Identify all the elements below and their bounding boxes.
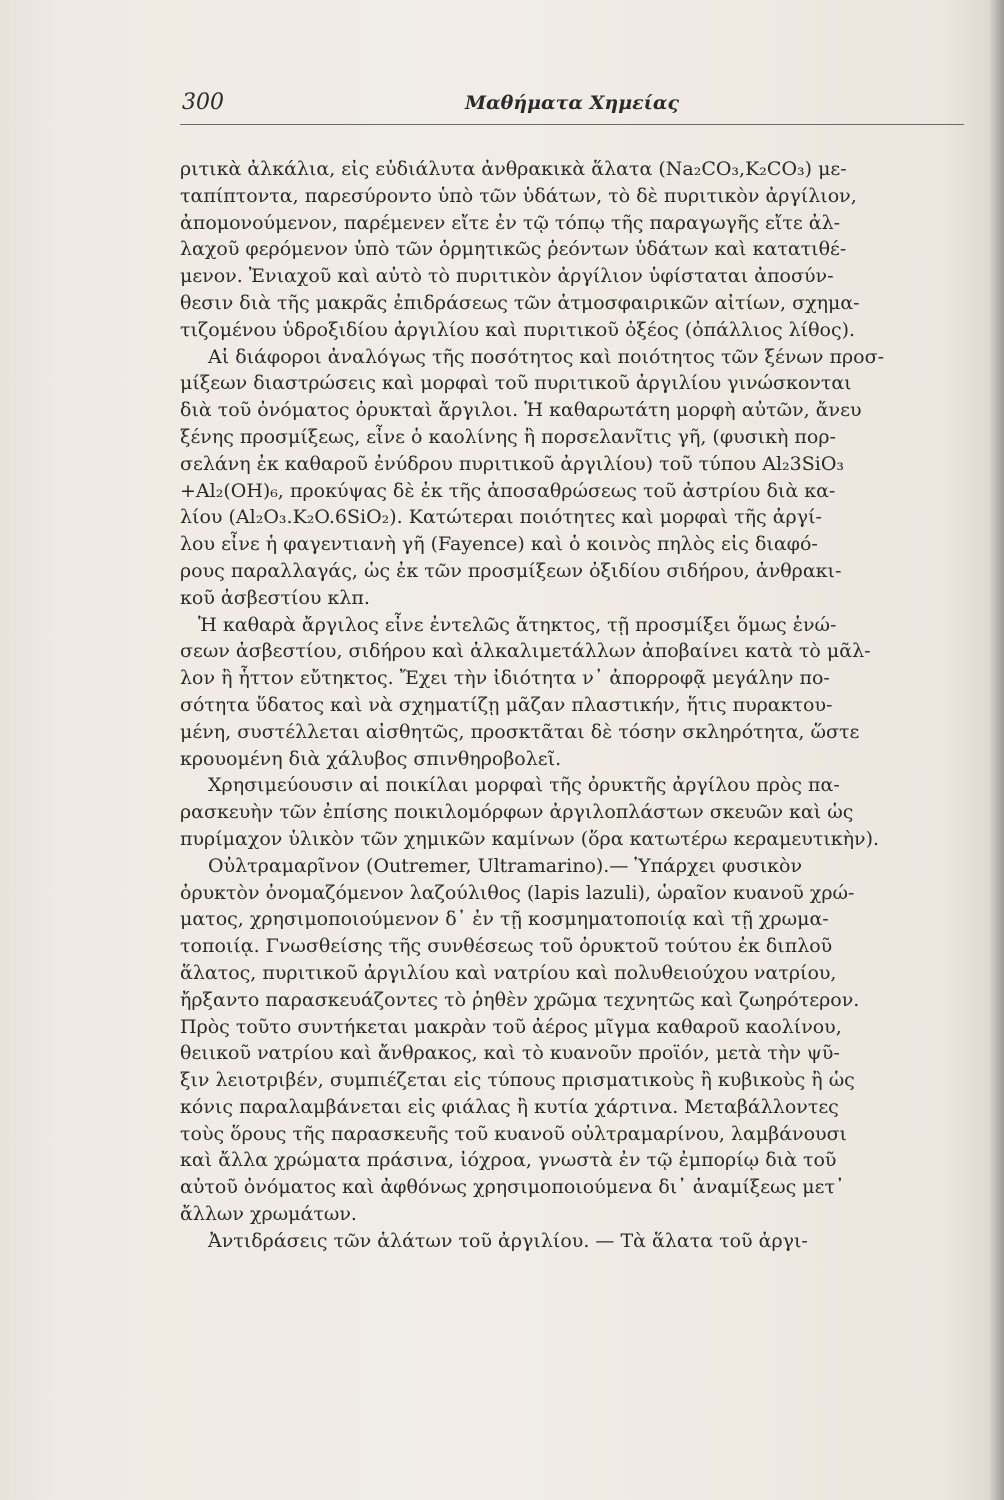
text-line: λου εἶνε ἡ φαγεντιανὴ γῆ (Fayence) καὶ ὁ κοινὸς πηλὸς εἰς διαφό-	[180, 533, 818, 556]
section-heading-line: Ἀντιδράσεις τῶν ἁλάτων τοῦ ἀργιλίου. — Τὰ ἅλατα τοῦ ἀργι-	[208, 1229, 808, 1252]
text-line: μίξεων διαστρώσεις καὶ μορφαὶ τοῦ πυριτικοῦ ἀργιλίου γινώσκονται	[180, 372, 852, 395]
text-line: θεσιν διὰ τῆς μακρᾶς ἐπιδράσεως τῶν ἀτμοσφαιρικῶν αἰτίων, σχημα-	[180, 291, 860, 314]
paragraph-start-line: Χρησιμεύουσιν αἱ ποικίλαι μορφαὶ τῆς ὀρυκτῆς ἀργίλου πρὸς πα-	[208, 774, 840, 797]
paragraph-start-line: Αἱ διάφοροι ἀναλόγως τῆς ποσότητος καὶ ποιότητος τῶν ξένων προσ-	[208, 345, 884, 368]
text-line: σεων ἀσβεστίου, σιδήρου καὶ ἀλκαλιμετάλλων ἀποβαίνει κατὰ τὸ μᾶλ-	[180, 640, 871, 663]
text-line: λαχοῦ φερόμενον ὑπὸ τῶν ὁρμητικῶς ῥεόντων ὑδάτων καὶ κατατιθέ-	[180, 238, 847, 261]
text-line: ριτικὰ ἀλκάλια, εἰς εὐδιάλυτα ἀνθρακικὰ ἅλατα (Na₂CO₃,K₂CO₃) με-	[180, 158, 847, 180]
text-line: ταπίπτοντα, παρεσύροντο ὑπὸ τῶν ὑδάτων, τὸ δὲ πυριτικὸν ἀργίλιον,	[180, 184, 857, 207]
text-line: κοῦ ἀσβεστίου κλπ.	[180, 586, 370, 609]
paragraph-start-line: Ἡ καθαρὰ ἄργιλος εἶνε ἐντελῶς ἄτηκτος, τῇ προσμίξει ὅμως ἑνώ-	[198, 613, 837, 636]
text-line: κρουομένη διὰ χάλυβος σπινθηροβολεῖ.	[180, 747, 562, 770]
text-line: ἅλατος, πυριτικοῦ ἀργιλίου καὶ νατρίου καὶ πολυθειούχου νατρίου,	[180, 961, 837, 984]
text-line: ὀρυκτὸν ὀνομαζόμενον λαζούλιθος (lapis lazuli), ὡραῖον κυανοῦ χρώ-	[180, 881, 855, 904]
text-line: ρους παραλλαγάς, ὡς ἐκ τῶν προσμίξεων ὀξιδίου σιδήρου, ἀνθρακι-	[180, 559, 842, 582]
text-line: ἤρξαντο παρασκευάζοντες τὸ ῥηθὲν χρῶμα τεχνητῶς καὶ ζωηρότερον.	[180, 988, 860, 1011]
text-line: πυρίμαχον ὑλικὸν τῶν χημικῶν καμίνων (ὅρα κατωτέρω κεραμευτικὴν).	[180, 827, 880, 850]
text-line: ἄλλων χρωμάτων.	[180, 1203, 357, 1226]
text-line: Πρὸς τοῦτο συντήκεται μακρὰν τοῦ ἀέρος μῖγμα καθαροῦ καολίνου,	[180, 1015, 842, 1038]
section-heading-line: Οὐλτραμαρῖνον (Outremer, Ultramarino).— Ὑπάρχει φυσικὸν	[208, 854, 803, 877]
text-line: ἀπομονούμενον, παρέμενεν εἴτε ἐν τῷ τόπῳ τῆς παραγωγῆς εἴτε ἀλ-	[180, 211, 841, 234]
text-line: ματος, χρησιμοποιούμενον δ᾽ ἐν τῇ κοσμηματοποιίᾳ καὶ τῇ χρωμα-	[180, 908, 829, 931]
text-line: αὐτοῦ ὀνόματος καὶ ἀφθόνως χρησιμοποιούμενα δι᾽ ἀναμίξεως μετ᾽	[180, 1176, 845, 1199]
text-line: λον ἢ ἧττον εὔτηκτος. Ἔχει τὴν ἰδιότητα ν᾽ ἀπορροφᾷ μεγάλην πο-	[180, 667, 830, 690]
text-line: σελάνη ἐκ καθαροῦ ἐνύδρου πυριτικοῦ ἀργιλίου) τοῦ τύπου Al₂3SiO₃	[180, 452, 845, 475]
text-line: ξιν λειοτριβέν, συμπιέζεται εἰς τύπους πρισματικοὺς ἢ κυβικοὺς ἢ ὡς	[180, 1069, 855, 1092]
page-header	[180, 88, 964, 125]
running-title: Μαθήματα Χημείας	[464, 92, 680, 114]
text-line: ρασκευὴν τῶν ἐπίσης ποικιλομόρφων ἀργιλοπλάστων σκευῶν καὶ ὡς	[180, 801, 854, 824]
text-line: +Al₂(OH)₆, προκύψας δὲ ἐκ τῆς ἀποσαθρώσεως τοῦ ἀστρίου διὰ κα-	[180, 479, 836, 502]
page-edge-shadow	[990, 0, 1004, 1500]
text-line: τιζομένου ὑδροξιδίου ἀργιλίου καὶ πυριτικοῦ ὀξέος (ὀπάλλιος λίθος).	[180, 318, 856, 341]
text-line: τοὺς ὅρους τῆς παρασκευῆς τοῦ κυανοῦ οὐλτραμαρίνου, λαμβάνουσι	[180, 1122, 847, 1145]
text-line: τοποιίᾳ. Γνωσθείσης τῆς συνθέσεως τοῦ ὀρυκτοῦ τούτου ἐκ διπλοῦ	[180, 935, 833, 958]
text-line: λίου (Al₂O₃.K₂O.6SiO₂). Κατώτεραι ποιότητες καὶ μορφαὶ τῆς ἀργί-	[180, 506, 822, 529]
text-line: κόνις παραλαμβάνεται εἰς φιάλας ἢ κυτία χάρτινα. Μεταβάλλοντες	[180, 1095, 839, 1118]
text-line: θειικοῦ νατρίου καὶ ἄνθρακος, καὶ τὸ κυανοῦν προϊόν, μετὰ τὴν ψῦ-	[180, 1042, 840, 1065]
text-line: καὶ ἄλλα χρώματα πράσινα, ἰόχροα, γνωστὰ ἐν τῷ ἐμπορίῳ διὰ τοῦ	[180, 1149, 837, 1172]
text-line: ξένης προσμίξεως, εἶνε ὁ καολίνης ἢ πορσελανῖτις γῆ, (φυσικὴ πορ-	[180, 425, 836, 448]
text-line: σότητα ὕδατος καὶ νὰ σχηματίζῃ μᾶζαν πλαστικήν, ἥτις πυρακτου-	[180, 693, 833, 716]
page-number: 300	[182, 90, 224, 115]
text-line: μενον. Ἐνιαχοῦ καὶ αὐτὸ τὸ πυριτικὸν ἀργίλιον ὑφίσταται ἀποσύν-	[180, 265, 834, 288]
text-line: διὰ τοῦ ὀνόματος ὀρυκταὶ ἄργιλοι. Ἡ καθαρωτάτη μορφὴ αὐτῶν, ἄνευ	[180, 399, 862, 422]
text-body	[180, 156, 964, 1255]
text-line: μένη, συστέλλεται αἰσθητῶς, προσκτᾶται δὲ τόσην σκληρότητα, ὥστε	[180, 720, 860, 743]
